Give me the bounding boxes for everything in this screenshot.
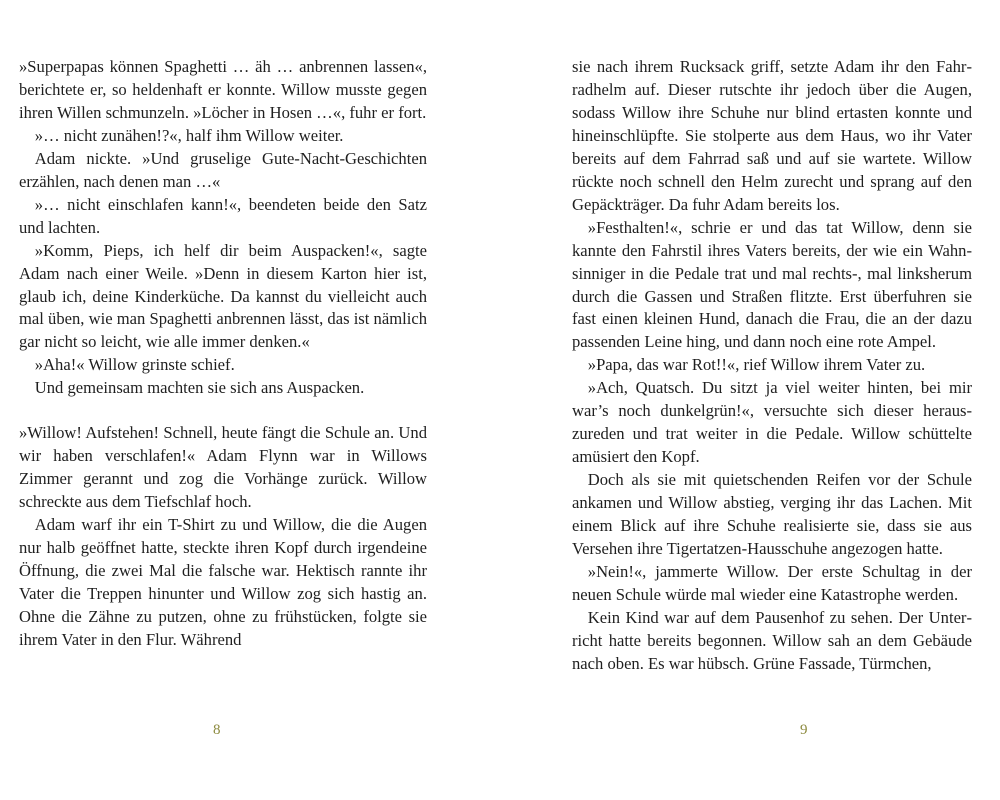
paragraph: »Aha!« Willow grinste schief. (34, 355, 235, 375)
paragraph: Und gemeinsam machten sie sich ans Auspacken. (34, 378, 365, 398)
paragraph: »… nicht einschlafen kann!«, beendeten beide den Satz und lachten. (19, 194, 427, 237)
paragraph: »Nein!«, jammerte Willow. Der erste Schultag in der neuen Schule würde mal wieder eine Katastrophe werden. (572, 561, 972, 604)
paragraph: Adam nickte. »Und gruselige Gute-Nacht-Geschichten erzählen, nach denen man …« (19, 148, 427, 191)
paragraph: Adam warf ihr ein T-Shirt zu und Willow, die die Augen nur halb geöffnet hatte, steckte ihren Kopf durch irgendeine Öffnung, die zwei Mal die falsche war. Hektisch rannte ihr Vater die Treppen hinunter und Willow zog sich hastig an. Ohne die Zähne zu putzen, ohne zu frühstücken, folgte sie ihrem Vater in den Flur. Während (19, 515, 427, 649)
paragraph: »Ach, Quatsch. Du sitzt ja viel weiter hinten, bei mir war’s noch dunkelgrün!«, versuchte sich dieser herauszureden und trat weiter in die Pedale. Willow schüttelte amüsiert den Kopf. (572, 378, 972, 467)
paragraph: »Komm, Pieps, ich helf dir beim Auspacken!«, sagte Adam nach einer Weile. »Denn in diesem Karton hier ist, glaub ich, deine Kinderküche. Da kannst du vielleicht auch mal üben, wie man Spaghetti anbrennen lässt, das ist nämlich gar nicht so leicht, wie alle immer denken.« (19, 240, 427, 352)
paragraph: Kein Kind war auf dem Pausenhof zu sehen. Der Unterricht hatte bereits begonnen. Willow sah an dem Gebäude nach oben. Es war hübsch. Grüne Fassade, Türmchen, (572, 607, 972, 673)
paragraph: »Willow! Aufstehen! Schnell, heute fängt die Schule an. Und wir haben verschlafen!« Adam Flynn war in Willows Zimmer gerannt und zog die Vorhänge zurück. Willow schreckte aus dem Tiefschlaf hoch. (19, 423, 427, 512)
paragraph: Doch als sie mit quietschenden Reifen vor der Schule ankamen und Willow abstieg, verging ihr das Lachen. Mit einem Blick auf ihre Schuhe realisierte sie, dass sie aus Versehen ihre Tigertatzen-Hausschuhe angezogen hatte. (572, 470, 972, 559)
paragraph: »Papa, das war Rot!!«, rief Willow ihrem Vater zu. (587, 355, 926, 375)
page-number-left: 8 (213, 722, 221, 738)
right-page-text (572, 56, 972, 676)
page-number-right: 9 (800, 722, 808, 738)
paragraph: sie nach ihrem Rucksack griff, setzte Adam ihr den Fahrradhelm auf. Dieser rutschte ihr jedoch über die Augen, sodass Willow ihre Schuhe nur blind ertasten konnte und hineinschlüpfte. Sie stolperte aus dem Haus, wo ihr Vater bereits auf dem Fahrrad saß und auf sie wartete. Willow rückte noch schnell den Helm zurecht und sprang auf den Gepäckträger. Da fuhr Adam bereits los. (572, 57, 972, 214)
paragraph: »Superpapas können Spaghetti … äh … anbrennen lassen«, berichtete er, so heldenhaft er konnte. Willow musste gegen ihren Willen schmunzeln. »Löcher in Hosen …«, fuhr er fort. (19, 57, 427, 122)
paragraph: »Festhalten!«, schrie er und das tat Willow, denn sie kannte den Fahrstil ihres Vaters bereits, der wie ein Wahnsinniger in die Pedale trat und mal rechts-, mal linksherum durch die Gassen und Straßen flitzte. Erst überfuhren sie fast einen kleinen Hund, danach die Frau, die an der dazu passenden Leine hing, und dann noch eine rote Ampel. (572, 217, 972, 352)
left-page-text (19, 56, 427, 652)
paragraph: »… nicht zunähen!?«, half ihm Willow weiter. (34, 125, 344, 145)
